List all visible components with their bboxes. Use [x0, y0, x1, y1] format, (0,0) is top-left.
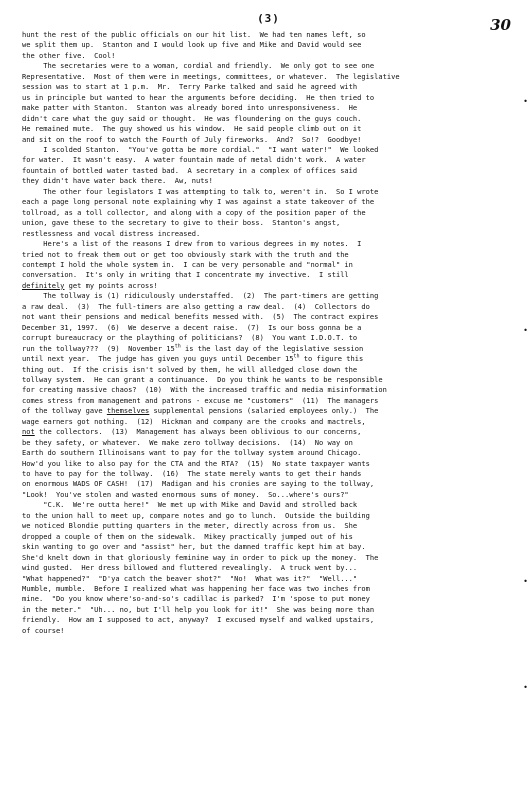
- text-line: make patter with Stanton. Stanton was already bored into unresponsiveness. He: [22, 103, 358, 113]
- text-line: corrupt bureaucracy or the plaything of politicians? (8) You want I.D.O.T. to: [22, 333, 358, 343]
- text-line: Earth do southern Illinoisans want to pay for the tollway system around Chicago.: [22, 448, 362, 458]
- text-line: The other four legislators I was attempting to talk to, weren't in. So I wrote: [22, 186, 379, 196]
- text-line: didn't care what the guy said or thought. He was floundering on the guys couch.: [22, 113, 362, 123]
- text-line: conversation. It's only in writing that I concentrate my invective. I still: [22, 270, 349, 280]
- body-text: [22, 30, 515, 636]
- text-line: comes stress from management and patrons - excuse me "customers" (11) The managers: [22, 395, 379, 405]
- text-line: tollway system. He can grant a continuance. Do you think he wants to be responsible: [22, 374, 383, 384]
- text-line: to the union hall to meet up, compare notes and go to lunch. Outside the building: [22, 510, 370, 520]
- text-line: tried not to freak them out or get too obviously stark with the truth and the: [22, 249, 349, 259]
- text-line: in the meter." "Uh... no, but I'll help you look for it!" She was being more than: [22, 604, 375, 614]
- text-line: of the tollway gave themselves supplemental pensions (salaried employees only.) The: [22, 406, 379, 416]
- text-line: us in principle but wanted to hear the arguments before deciding. He then tried to: [22, 92, 375, 102]
- margin-mark: •: [523, 577, 528, 586]
- text-line: The secretaries were to a woman, cordial and friendly. We only got to see one: [22, 61, 375, 71]
- text-line: the other five. Cool!: [22, 50, 116, 60]
- text-line: wage earners got nothing. (12) Hickman and company are the crooks and mactrels,: [22, 416, 366, 426]
- text-line: for creating massive chaos? (10) With the increased traffic and media misinformation: [22, 385, 387, 395]
- text-line: they didn't have water back there. Aw, nuts!: [22, 176, 213, 186]
- text-line: fountain of bottled water tasted bad. A secretary in a complex of offices said: [22, 165, 358, 175]
- text-line: "Look! You've stolen and wasted enormous sums of money. So...where's ours?": [22, 489, 349, 499]
- text-line: skin wanting to go over and "assist" her, but the damned traffic kept him at bay.: [22, 542, 366, 552]
- text-line: Here's a list of the reasons I drew from to various degrees in my notes. I: [22, 239, 362, 249]
- text-line: be they safety, or whatever. We make zero tollway decisions. (14) No way on: [22, 437, 353, 447]
- text-line: a raw deal. (3) The full-timers are also getting a raw deal. (4) Collectors do: [22, 301, 370, 311]
- text-line: How'd you like to also pay for the CTA and the RTA? (15) No state taxpayer wants: [22, 458, 370, 468]
- page-header: [22, 8, 515, 34]
- handwritten-page-number: 30: [490, 16, 511, 34]
- text-line: wind gusted. Her dress billowed and fluttered revealingly. A truck went by...: [22, 563, 358, 573]
- text-line: dropped a couple of them on the sidewalk. Mikey practically jumped out of his: [22, 531, 353, 541]
- text-line: on enormous WADS OF CASH! (17) Madigan and his cronies are saying to the tollway,: [22, 479, 375, 489]
- text-line: union, gave these to the secretary to give to their boss. Stanton's angst,: [22, 218, 341, 228]
- text-line: definitely get my points across!: [22, 280, 158, 290]
- text-line: "What happened?" "D'ya catch the beaver shot?" "No! What was it?" "Well...": [22, 573, 358, 583]
- text-line: not the collectors. (13) Management has always been oblivious to our concerns,: [22, 427, 362, 437]
- text-line: we split them up. Stanton and I would look up five and Mike and David would see: [22, 40, 362, 50]
- margin-mark: •: [523, 326, 528, 335]
- text-line: mine. "Do you know where'so-and-so's cadillac is parked? I'm 'spose to put money: [22, 594, 370, 604]
- text-line: thing out. If the crisis isn't solved by them, he will alledged close down the: [22, 364, 358, 374]
- text-line: Mumble, mumble. Before I realized what was happening her face was two inches from: [22, 584, 370, 594]
- text-line: December 31, 1997. (6) We deserve a decent raise. (7) Is our boss gonna be a: [22, 322, 362, 332]
- page-number: (3): [257, 12, 280, 25]
- text-line: friendly. How am I supposed to act, anyway? I excused myself and walked upstairs,: [22, 615, 375, 625]
- text-line: The tollway is (1) ridiculously understaffed. (2) The part-timers are getting: [22, 291, 379, 301]
- text-line: of course!: [22, 625, 65, 635]
- text-line: and sit on the roof to watch the Fourth of July fireworks. And? So!? Goodbye!: [22, 134, 362, 144]
- text-line: contempt I hold the whole system in. I can be very personable and "normal" in: [22, 259, 353, 269]
- text-line: not want their pensions and medical benefits messed with. (5) The contract expires: [22, 312, 379, 322]
- text-line: we noticed Blondie putting quarters in the meter, directly across from us. She: [22, 521, 358, 531]
- text-line: tollroad, as a toll collector, and along with a copy of the position paper of the: [22, 207, 366, 217]
- text-line: Representative. Most of them were in meetings, committees, or whatever. The legislative: [22, 71, 400, 81]
- text-line: I scolded Stanton. "You've gotta be more cordial." "I want water!" We looked: [22, 144, 379, 154]
- text-line: run the tollway??? (9) November 15th is the last day of the legislative session: [22, 343, 364, 353]
- text-line: until next year. The judge has given you guys until December 15th to figure this: [22, 353, 364, 364]
- text-line: restlessness and vocal distress increased.: [22, 228, 201, 238]
- text-line: session was to start at 1 p.m. Mr. Terry Parke talked and said he agreed with: [22, 82, 358, 92]
- text-line: each a page long personal note explaining why I was against a state takeover of the: [22, 197, 375, 207]
- text-line: for water. It wasn't easy. A water fountain made of metal didn't work. A water: [22, 155, 366, 165]
- text-line: She'd knelt down in that gloriously feminine way in order to pick up the money. The: [22, 552, 379, 562]
- margin-mark: •: [523, 683, 528, 692]
- text-line: He remained mute. The guy showed us his window. He said people climb out on it: [22, 124, 362, 134]
- margin-mark: •: [523, 97, 528, 106]
- text-line: hunt the rest of the public officials on our hit list. We had ten names left, so: [22, 30, 366, 39]
- text-line: "C.K. We're outta here!" We met up with Mike and David and strolled back: [22, 500, 358, 510]
- text-line: to have to pay for the tollway. (16) The state merely wants to get their hands: [22, 469, 362, 479]
